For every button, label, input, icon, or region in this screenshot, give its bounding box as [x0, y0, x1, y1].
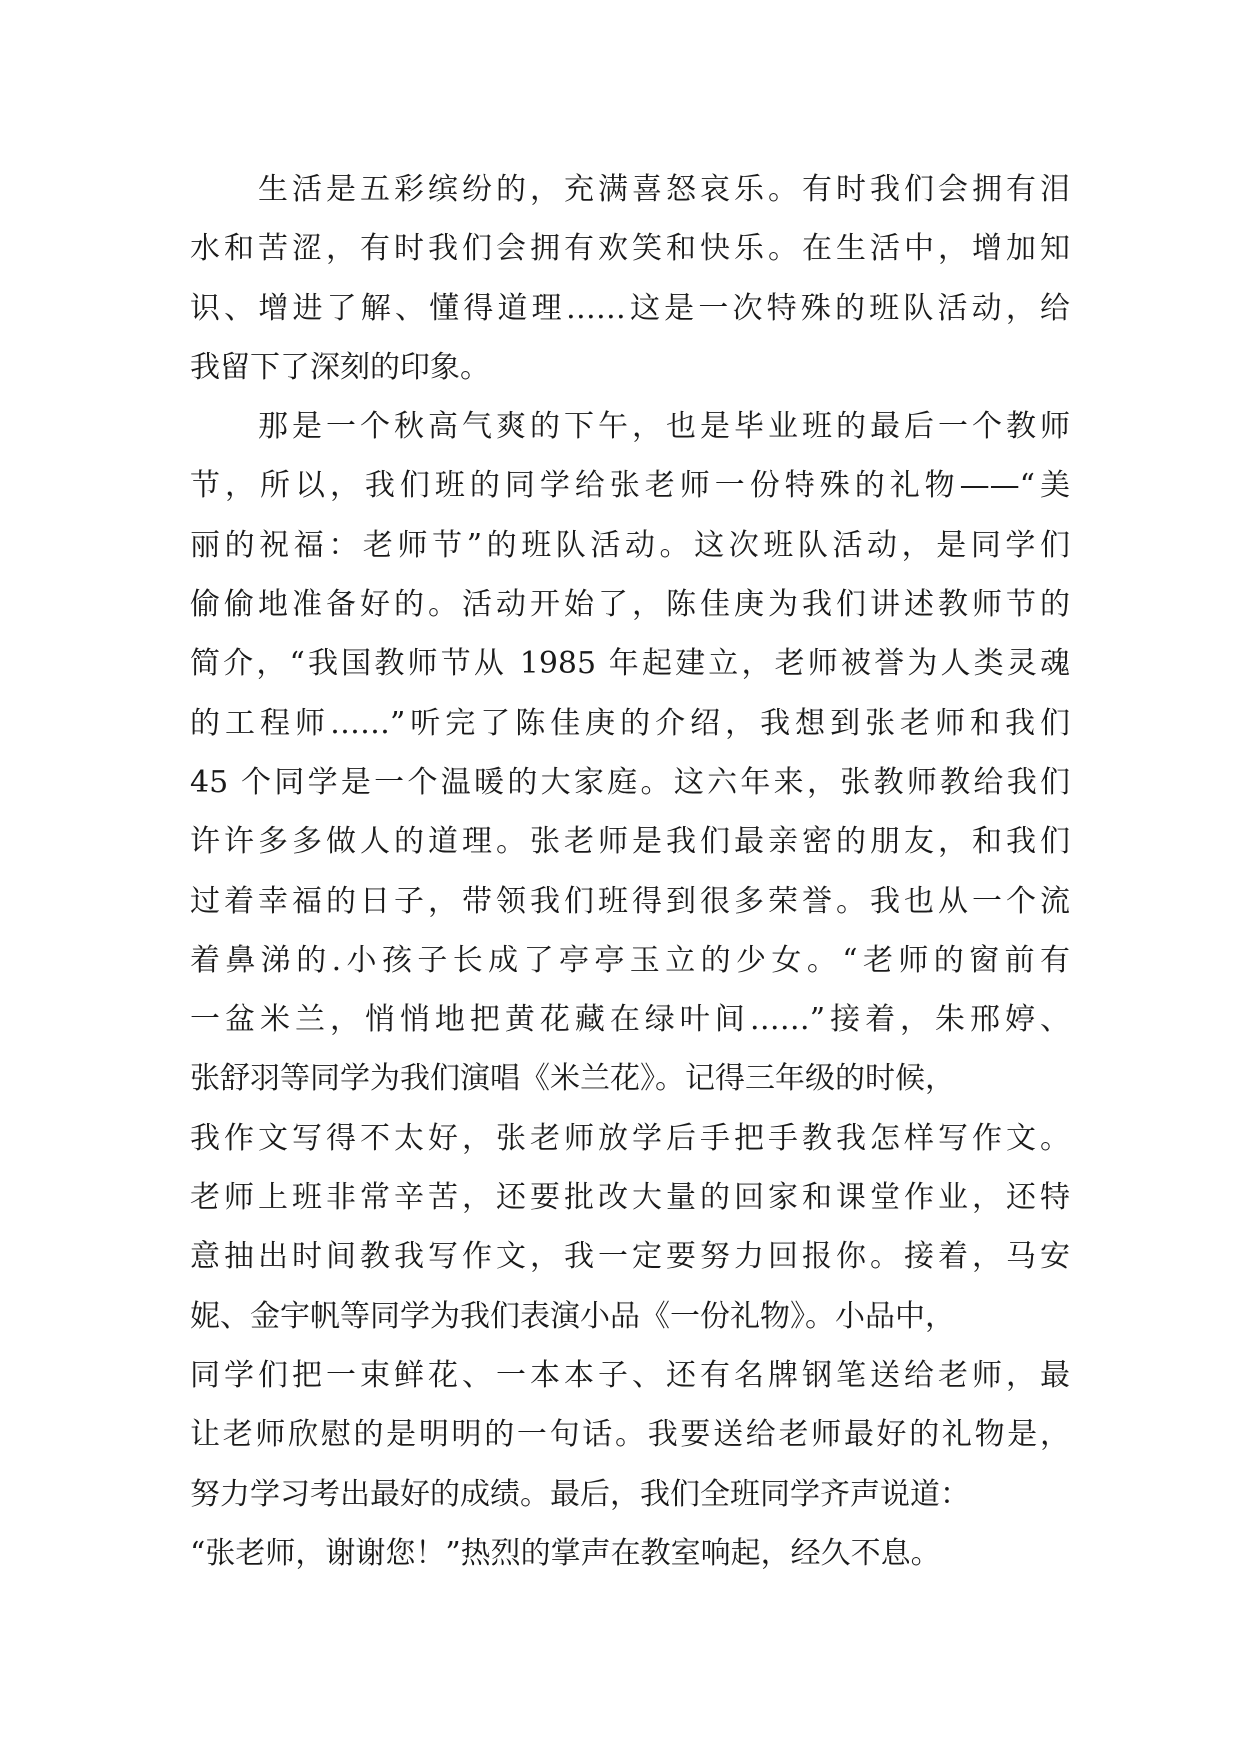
paragraph-2-line-6: 的工程师……”听完了陈佳庚的介绍，我想到张老师和我们: [190, 705, 1070, 741]
paragraph-2-line-12: 张舒羽等同学为我们演唱《米兰花》。记得三年级的时候，: [190, 1061, 955, 1097]
paragraph-2-line-3: 丽的祝福：老师节”的班队活动。这次班队活动，是同学们: [190, 527, 1070, 563]
paragraph-2-line-14: 老师上班非常辛苦，还要批改大量的回家和课堂作业，还特: [190, 1180, 1070, 1216]
paragraph-2-line-1: 那是一个秋高气爽的下午，也是毕业班的最后一个教师: [258, 409, 1070, 445]
paragraph-2-line-19: 努力学习考出最好的成绩。最后，我们全班同学齐声说道：: [190, 1476, 970, 1512]
paragraph-2-line-10: 着鼻涕的.小孩子长成了亭亭玉立的少女。“老师的窗前有: [190, 942, 1070, 978]
paragraph-1-line-1: 生活是五彩缤纷的，充满喜怒哀乐。有时我们会拥有泪: [258, 172, 1070, 207]
paragraph-2-line-8: 许许多多做人的道理。张老师是我们最亲密的朋友，和我们: [190, 824, 1070, 860]
paragraph-1-line-3: 识、增进了解、懂得道理……这是一次特殊的班队活动，给: [190, 290, 1070, 326]
paragraph-2-line-4: 偷偷地准备好的。活动开始了，陈佳庚为我们讲述教师节的: [190, 587, 1070, 623]
paragraph-2-line-20: “张老师，谢谢您！”热烈的掌声在教室响起，经久不息。: [190, 1535, 941, 1571]
document-body: [190, 160, 1070, 1583]
paragraph-2-line-7: 45 个同学是一个温暖的大家庭。这六年来，张教师教给我们: [190, 764, 1070, 800]
paragraph-2-line-5: 简介，“我国教师节从 1985 年起建立，老师被誉为人类灵魂: [190, 646, 1070, 682]
paragraph-2-line-11: 一盆米兰，悄悄地把黄花藏在绿叶间……”接着，朱邢婷、: [190, 1002, 1070, 1038]
paragraph-1-line-2: 水和苦涩，有时我们会拥有欢笑和快乐。在生活中，增加知: [190, 231, 1070, 267]
paragraph-2-line-2: 节，所以，我们班的同学给张老师一份特殊的礼物——“美: [190, 468, 1070, 504]
paragraph-2-line-18: 让老师欣慰的是明明的一句话。我要送给老师最好的礼物是，: [190, 1417, 1070, 1453]
paragraph-1-line-4: 我留下了深刻的印象。: [190, 349, 490, 385]
paragraph-2-line-17: 同学们把一束鲜花、一本本子、还有名牌钢笔送给老师，最: [190, 1357, 1070, 1393]
paragraph-2-line-16: 妮、金宇帆等同学为我们表演小品《一份礼物》。小品中，: [190, 1298, 955, 1334]
paragraph-2-line-9: 过着幸福的日子，带领我们班得到很多荣誉。我也从一个流: [190, 883, 1070, 919]
paragraph-2-line-15: 意抽出时间教我写作文，我一定要努力回报你。接着，马安: [190, 1239, 1070, 1275]
paragraph-2-line-13: 我作文写得不太好，张老师放学后手把手教我怎样写作文。: [190, 1120, 1070, 1156]
